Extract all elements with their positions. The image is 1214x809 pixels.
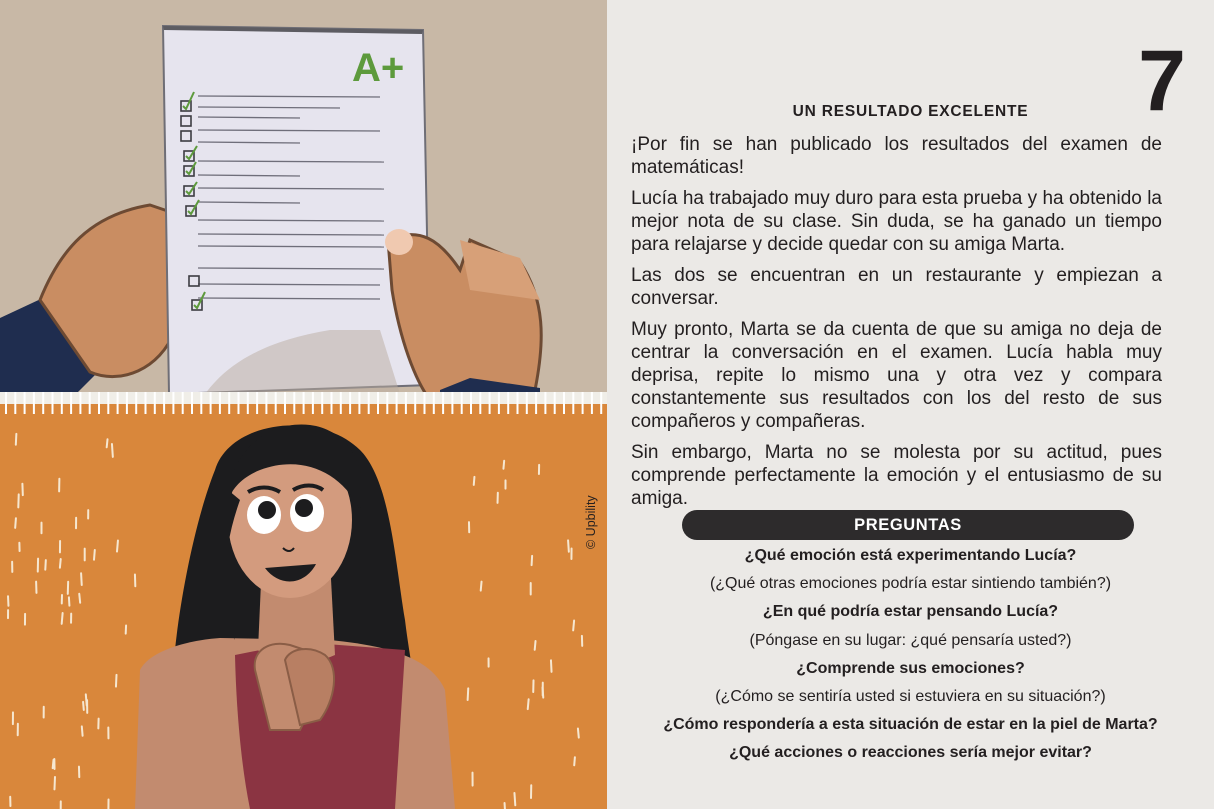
question-item: ¿Cómo respondería a esta situación de estar en la piel de Marta? bbox=[663, 716, 1158, 734]
question-item: (Póngase en su lugar: ¿qué pensaría usted?) bbox=[749, 631, 1072, 649]
question-item: ¿Qué emoción está experimentando Lucía? bbox=[744, 547, 1077, 564]
questions-list bbox=[607, 542, 1214, 768]
question-item: (¿Qué otras emociones podría estar sintiendo también?) bbox=[709, 575, 1112, 593]
question-item: ¿Qué acciones o reacciones sería mejor evitar? bbox=[729, 744, 1092, 762]
story-paragraph: Las dos se encuentran en un restaurante y empiezan a conversar. bbox=[631, 265, 1162, 309]
grade-text: A+ bbox=[352, 46, 405, 90]
text-panel bbox=[607, 0, 1214, 809]
card-title: UN RESULTADO EXCELENTE bbox=[792, 103, 1029, 120]
card-number: 7 bbox=[1138, 33, 1184, 129]
questions-header: PREGUNTAS bbox=[682, 510, 1134, 540]
story-paragraph: Sin embargo, Marta no se molesta por su actitud, pues comprende perfectamente la emoción y el entusiasmo de su amiga. bbox=[631, 442, 1162, 509]
copyright-notice: © Upbility bbox=[584, 495, 598, 549]
story-paragraph: Muy pronto, Marta se da cuenta de que su amiga no deja de centrar la conversación en el examen. Lucía habla muy deprisa, repite lo mismo una y otra vez y compara constantemente sus resultados con los del resto de sus compañeros y compañeras. bbox=[631, 319, 1162, 432]
story-paragraph: ¡Por fin se han publicado los resultados del examen de matemáticas! bbox=[631, 134, 1162, 178]
question-item: (¿Cómo se sentiría usted si estuviera en su situación?) bbox=[715, 687, 1106, 705]
story-paragraph: Lucía ha trabajado muy duro para esta prueba y ha obtenido la mejor nota de su clase. Sin duda, se ha ganado un tiempo para relajarse y decide quedar con su amiga Marta. bbox=[631, 188, 1162, 255]
question-item: ¿En qué podría estar pensando Lucía? bbox=[762, 603, 1059, 621]
question-item: ¿Comprende sus emociones? bbox=[796, 659, 1025, 677]
story-text bbox=[631, 133, 1162, 518]
